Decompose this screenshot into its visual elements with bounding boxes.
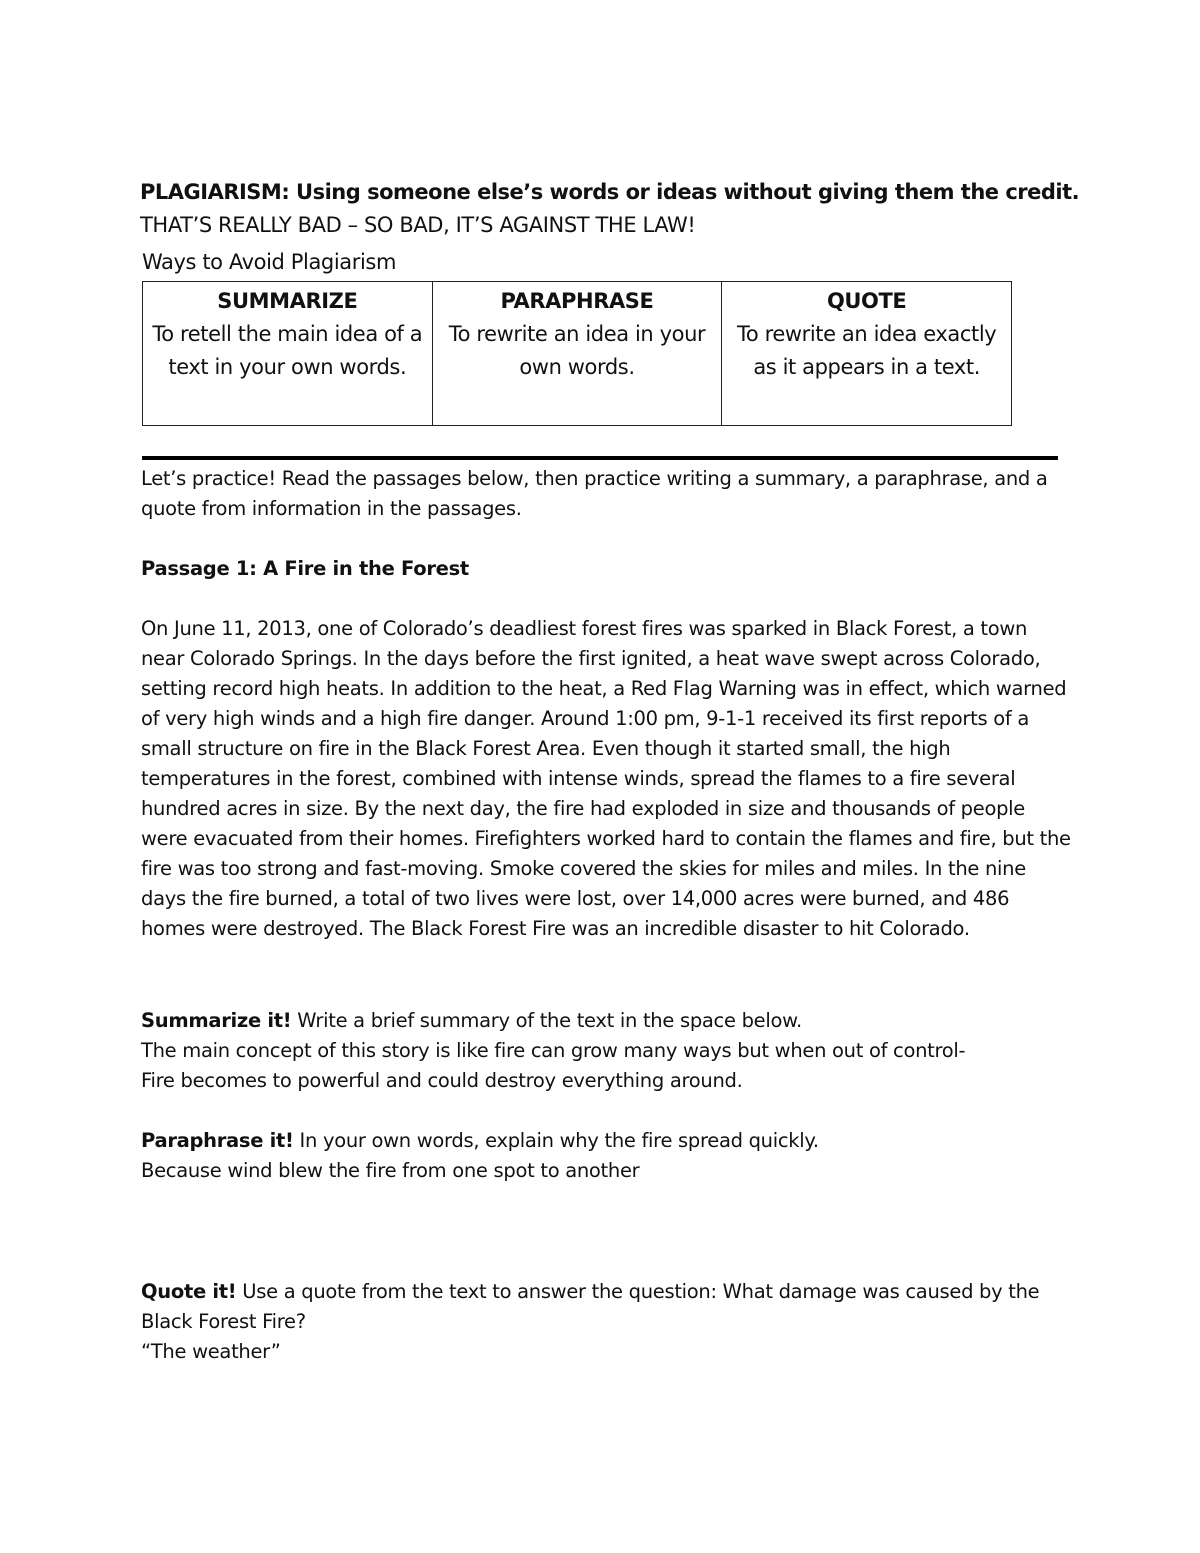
summarize-description: To retell the main idea of a text in your own words. <box>152 322 423 379</box>
ways-table <box>142 281 1012 426</box>
summarize-prompt-line <box>141 1006 1071 1036</box>
quote-section <box>141 1277 1071 1367</box>
practice-intro-text: Let’s practice! Read the passages below, then practice writing a summary, a paraphrase, and a quote from information in the passages. <box>141 467 1048 520</box>
quote-cell <box>722 282 1012 426</box>
practice-intro <box>141 464 1071 524</box>
paraphrase-prompt: In your own words, explain why the fire spread quickly. <box>293 1129 819 1152</box>
quote-description: To rewrite an idea exactly as it appears in a text. <box>736 322 997 379</box>
summarize-answer-line2: Fire becomes to powerful and could destroy everything around. <box>141 1069 743 1092</box>
paraphrase-answer: Because wind blew the fire from one spot to another <box>141 1159 640 1182</box>
passage-title: Passage 1: A Fire in the Forest <box>141 557 469 580</box>
ways-title: Ways to Avoid Plagiarism <box>142 250 397 274</box>
plagiarism-definition: : Using someone else’s words or ideas without giving them the credit. <box>281 180 1080 204</box>
passage-text: On June 11, 2013, one of Colorado’s deadliest forest fires was sparked in Black Forest, a town near Colorado Springs. In the days before the first ignited, a heat wave swept across Colorado, setting record high heats. In addition to the heat, a Red Flag Warning was in effect, which warned of very high winds and a high fire danger. Around 1:00 pm, 9-1-1 received its first reports of a small structure on fire in the Black Forest Area. Even though it started small, the high temperatures in the forest, combined with intense winds, spread the flames to a fire several hundred acres in size. By the next day, the fire had exploded in size and thousands of people were evacuated from their homes. Firefighters worked hard to contain the flames and fire, but the fire was too strong and fast-moving. Smoke covered the skies for miles and miles. In the nine days the fire burned, a total of two lives were lost, over 14,000 acres were burned, and 486 homes were destroyed. The Black Forest Fire was an incredible disaster to hit Colorado. <box>141 617 1071 940</box>
plagiarism-warning: THAT’S REALLY BAD – SO BAD, IT’S AGAINST THE LAW! <box>140 213 696 237</box>
quote-prompt-line <box>141 1277 1071 1337</box>
plagiarism-term: PLAGIARISM <box>140 180 282 204</box>
passage-body <box>141 614 1071 944</box>
paraphrase-section <box>141 1126 1071 1186</box>
paraphrase-cell <box>432 282 722 426</box>
quote-answer: “The weather” <box>141 1340 281 1363</box>
summarize-label: Summarize it! <box>141 1009 292 1032</box>
quote-label: Quote it! <box>141 1280 237 1303</box>
summarize-prompt: Write a brief summary of the text in the space below. <box>291 1009 802 1032</box>
summarize-answer-line1: The main concept of this story is like fire can grow many ways but when out of control- <box>141 1039 966 1062</box>
summarize-section <box>141 1006 1071 1096</box>
paraphrase-prompt-line <box>141 1126 1071 1156</box>
paraphrase-label: Paraphrase it! <box>141 1129 294 1152</box>
ways-table-row <box>143 282 1012 426</box>
passage-title-block <box>141 554 1071 584</box>
plagiarism-heading <box>140 176 1080 242</box>
section-divider <box>142 456 1058 460</box>
quote-prompt: Use a quote from the text to answer the question: What damage was caused by the Black Forest Fire? <box>141 1280 1040 1333</box>
paraphrase-title: PARAPHRASE <box>500 289 654 313</box>
summarize-cell <box>143 282 433 426</box>
plagiarism-definition-line <box>140 176 1080 209</box>
quote-title: QUOTE <box>826 289 907 313</box>
paraphrase-description: To rewrite an idea in your own words. <box>448 322 706 379</box>
summarize-title: SUMMARIZE <box>217 289 358 313</box>
